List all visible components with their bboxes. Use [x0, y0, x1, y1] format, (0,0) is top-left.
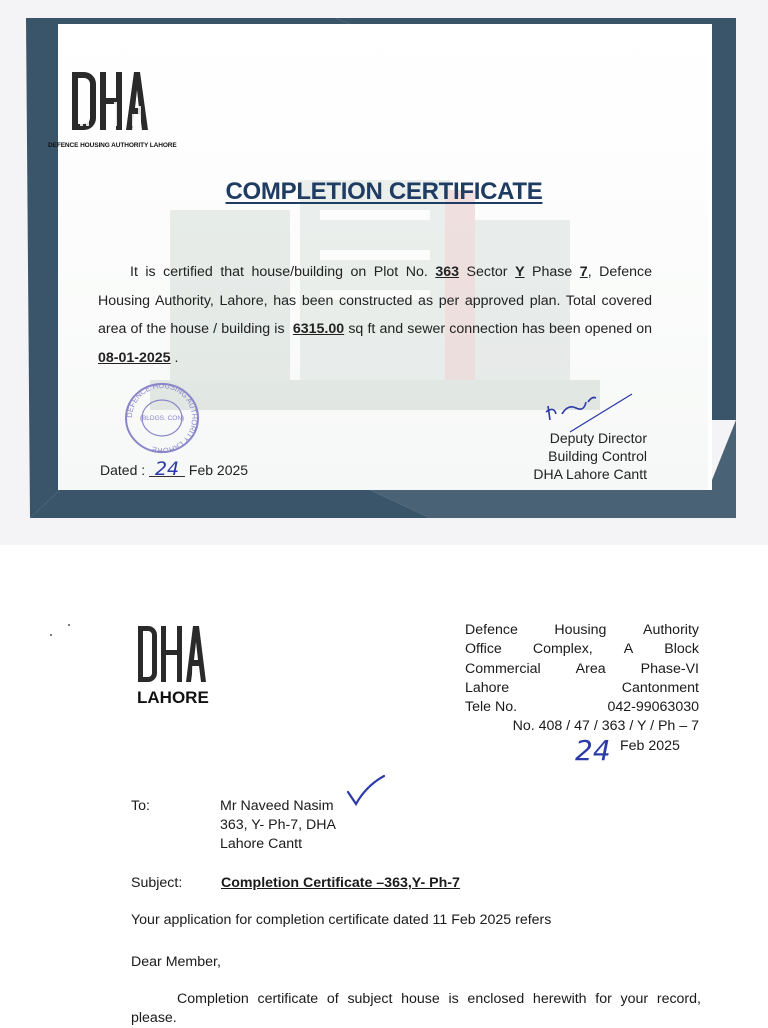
salutation: Dear Member, — [131, 954, 221, 970]
letter-date: Feb 2025 — [620, 738, 680, 754]
address-line: Defence Housing Authority — [465, 622, 699, 638]
sewer-opened-date: 08-01-2025 — [98, 349, 171, 366]
logo-caption: DEFENCE HOUSING AUTHORITY LAHORE — [48, 142, 177, 149]
address-line: Office Complex, A Block — [465, 641, 699, 658]
signatory-block: Deputy Director Building Control DHA Lahore Cantt — [533, 430, 647, 482]
sector: Y — [515, 264, 525, 280]
handwritten-day: 24 — [575, 734, 611, 767]
certificate-title: COMPLETION CERTIFICATE — [225, 178, 543, 205]
recipient-address: Mr Naveed Nasim 363, Y- Ph-7, DHA Lahore Cantt — [220, 798, 336, 852]
authority-stamp — [122, 380, 202, 461]
stamp-ring-text: DEFENCE HOUSING AUTHORITY LAHORE — [124, 380, 200, 456]
plot-no: 363 — [435, 264, 460, 280]
reference-number: No. 408 / 47 / 363 / Y / Ph – 7 — [512, 718, 699, 735]
covered-area: 6315.00 — [292, 321, 345, 337]
dha-logo — [46, 66, 166, 141]
stamp-center-text: (BLDGS. CON) — [139, 415, 185, 422]
check-mark-icon — [344, 774, 388, 808]
address-line: Commercial Area Phase-VI — [465, 660, 699, 677]
handwritten-day: 24 — [149, 462, 185, 477]
phase: 7 — [579, 264, 588, 280]
certificate-body: It is certified that house/building on Plot No. 363 Sector Y Phase 7, Defence Housing Authority, Lahore, has been constructed as per approved plan. Total covered area of the house / building is 6315.00 sq ft and sewer connection has been opened on 08-01-2025 . — [98, 264, 653, 366]
certificate-date: Dated : 24 Feb 2025 — [100, 458, 249, 480]
scan-speck — [50, 634, 52, 636]
subject-label: Subject: — [131, 875, 183, 891]
office-address — [465, 621, 699, 737]
dha-lahore-logo — [136, 624, 216, 691]
to-label: To: — [131, 798, 150, 814]
subject-line: Completion Certificate –363,Y- Ph-7 — [221, 875, 460, 891]
address-line: Lahore Cantonment — [465, 679, 699, 696]
scan-speck — [68, 624, 70, 626]
reference-paragraph: Your application for completion certificate dated 11 Feb 2025 refers — [131, 912, 552, 928]
enclosure-paragraph: Completion certificate of subject house is enclosed herewith for your record, please. — [131, 991, 701, 1026]
telephone-line: Tele No. 042-99063030 — [465, 699, 699, 716]
logo-caption: LAHORE — [137, 688, 209, 707]
